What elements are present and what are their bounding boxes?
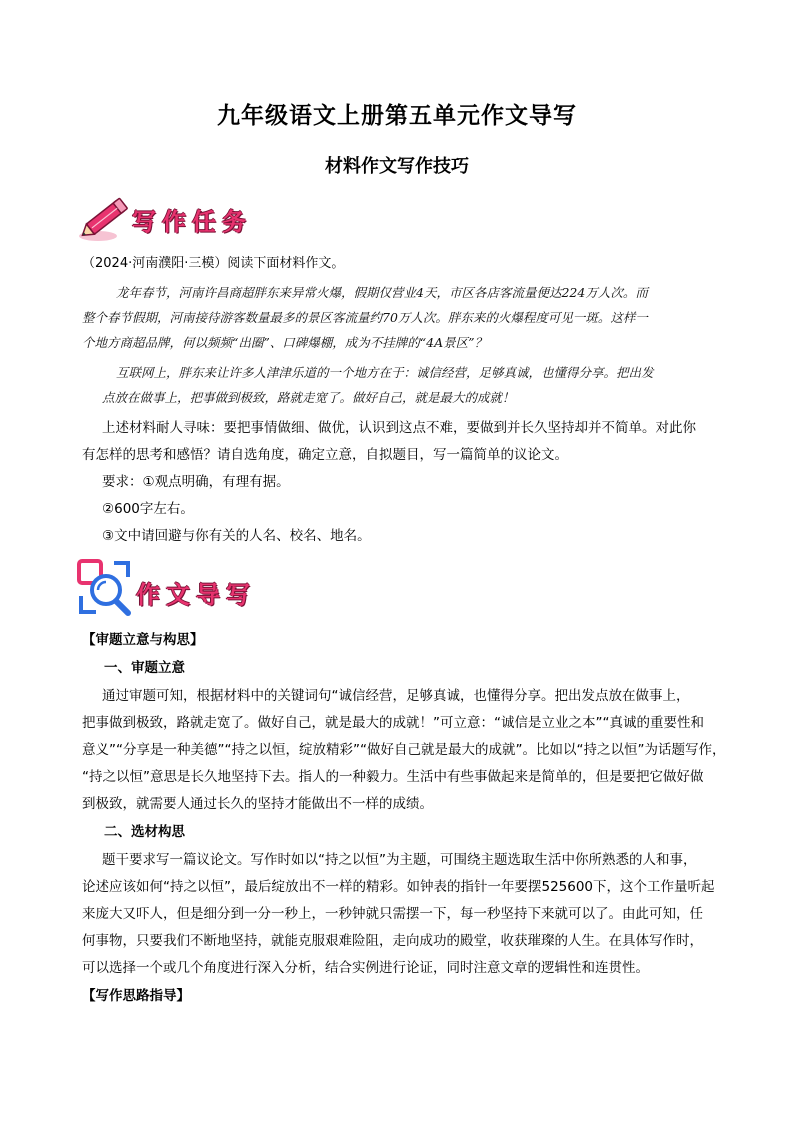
part2-line-4: 何事物，只要我们不断地坚持，就能克服艰难险阻，走向成功的殿堂，收获璀璨的人生。在具体写作时， (82, 933, 703, 949)
writing-guide-heading: 【写作思路指导】 (82, 988, 190, 1004)
part1-line-2: 把事做到极致，路就走宽了。做好自己，就是最大的成就！”可立意：“诚信是立业之本”“真诚的重要性和 (82, 715, 704, 731)
page-subtitle: 材料作文写作技巧 (325, 156, 469, 177)
material-line-2: 整个春节假期，河南接待游客数量最多的景区客流量约70万人次。胖东来的火爆程度可见一斑。这样一 (82, 310, 648, 325)
writing-task-banner (78, 188, 278, 244)
material-source: （2024·河南濮阳·三模）阅读下面材料作文。 (82, 256, 345, 271)
material-line-5: 点放在做事上，把事做到极致，路就走宽了。做好自己，就是最大的成就！ (102, 390, 515, 405)
requirement-2: ②600字左右。 (102, 501, 194, 517)
part2-heading: 二、选材构思 (104, 824, 185, 840)
requirement-3: ③文中请回避与你有关的人名、校名、地名。 (102, 528, 371, 544)
part2-line-1: 题干要求写一篇议论文。写作时如以“持之以恒”为主题，可围绕主题选取生活中你所熟悉的人和事， (102, 852, 697, 868)
material-line-4: 互联网上，胖东来让许多人津津乐道的一个地方在于：诚信经营，足够真诚，也懂得分享。把出发 (116, 365, 654, 380)
part1-line-4: “持之以恒”意思是长久地坚持下去。指人的一种毅力。生活中有些事做起来是简单的，但是要把它做好做 (82, 769, 704, 785)
writing-guide-banner (76, 558, 296, 618)
requirement-1: 要求：①观点明确，有理有据。 (102, 474, 290, 490)
writing-guide-label: 作文导写 (136, 580, 256, 609)
part2-line-3: 来庞大又吓人，但是细分到一分一秒上，一秒钟就只需摆一下，每一秒坚持下来就可以了。由此可知，任 (82, 906, 703, 922)
part2-line-2: 论述应该如何“持之以恒”，最后绽放出不一样的精彩。如钟表的指针一年要摆525600下，这个工作量听起 (82, 879, 715, 895)
page-title: 九年级语文上册第五单元作文导写 (217, 103, 577, 129)
part2-line-5: 可以选择一个或几个角度进行深入分析，结合实例进行论证，同时注意文章的逻辑性和连贯性。 (82, 960, 649, 976)
writing-task-label: 写作任务 (132, 207, 252, 236)
part1-line-5: 到极致，就需要人通过长久的坚持才能做出不一样的成绩。 (82, 796, 433, 812)
prompt-line-2: 有怎样的思考和感悟？请自选角度，确定立意，自拟题目，写一篇简单的议论文。 (82, 447, 568, 463)
prompt-line-1: 上述材料耐人寻味：要把事情做细、做优，认识到这点不难，要做到并长久坚持却并不简单。对此你 (102, 420, 696, 436)
magnifier-icon (76, 558, 134, 618)
part1-heading: 一、审题立意 (104, 660, 185, 676)
material-line-3: 个地方商超品牌，何以频频“出圈”、口碑爆棚，成为不挂牌的“4A景区”？ (82, 335, 488, 350)
part1-line-1: 通过审题可知，根据材料中的关键词句“诚信经营，足够真诚，也懂得分享。把出发点放在做事上， (102, 688, 690, 704)
pencil-icon (78, 188, 136, 244)
material-line-1: 龙年春节，河南许昌商超胖东来异常火爆，假期仅营业4天，市区各店客流量便达224万人次。而 (116, 285, 648, 300)
part1-line-3: 意义”“分享是一种美德”“持之以恒，绽放精彩”“做好自己就是最大的成就”。比如以“持之以恒”为话题写作， (82, 742, 726, 758)
analysis-heading: 【审题立意与构思】 (82, 632, 204, 648)
